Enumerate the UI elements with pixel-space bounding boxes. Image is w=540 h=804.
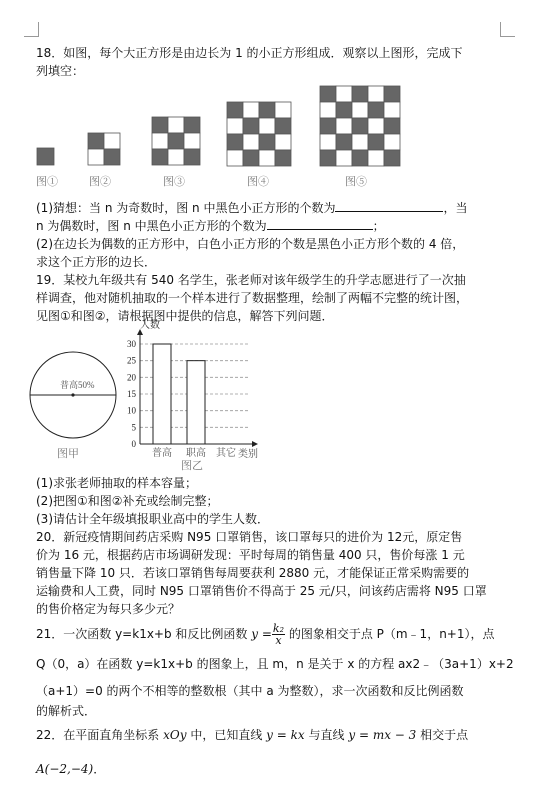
figure-5-cell (352, 134, 368, 150)
q18-part1-text-a: (1)猜想：当 n 为奇数时，图 n 中黑色小正方形的个数为 (36, 201, 336, 215)
q22-coordinate-system: xOy (163, 728, 187, 742)
figure-5-cell (384, 102, 400, 118)
corner-mark-top-left (24, 22, 39, 37)
figure-4-cell (275, 150, 291, 166)
figure-5-cell (384, 86, 400, 102)
figure-5-cell (320, 150, 336, 166)
figure-4-cell (227, 118, 243, 134)
figure-3-cell (184, 149, 200, 165)
q21-line-3: （a+1）=0 的两个不相等的整数根（其中 a 为整数），求一次函数和反比例函数 (36, 684, 464, 698)
figure-5-cell (320, 118, 336, 134)
figure-4-cell (227, 102, 243, 118)
q20-line-3: 销售量下降 10 只．若该口罩销售每周要获利 2880 元，才能保证正常采购需要的 (36, 566, 470, 580)
q22-line-equation-1: y = kx (266, 728, 305, 742)
x-axis-arrow (252, 441, 258, 447)
y-axis-label: 人数 (140, 320, 160, 331)
q21-line-2: Q（0，a）在函数 y=k1x+b 的图象上，且 m，n 是关于 x 的方程 ax2﹣（3a+1）x+2 (36, 657, 514, 671)
figure-5-cell (384, 118, 400, 134)
q19-line-1: 19．某校九年级共有 540 名学生，张老师对该年级学生的升学志愿进行了一次抽 (36, 273, 466, 287)
x-tick-label: 其它 (216, 448, 236, 458)
q22-line-2 (36, 760, 512, 778)
q19-sub-3: (3)请估计全年级填报职业高中的学生人数． (36, 512, 269, 526)
q21-fraction (272, 623, 285, 646)
corner-mark-top-right (500, 22, 515, 37)
figure-5-cell (320, 102, 336, 118)
q19-line-3: 见图①和图②，请根据图中提供的信息，解答下列问题． (36, 309, 334, 323)
figure-4-cell (275, 118, 291, 134)
bar-chart (110, 318, 280, 458)
figure-3-cell (168, 149, 184, 165)
figure-3-cell (184, 133, 200, 149)
figure-3-label: 图③ (163, 176, 185, 188)
q21-line-4: 的解析式． (36, 704, 97, 718)
figure-4-cell (275, 102, 291, 118)
figure-1-cell (37, 148, 54, 165)
x-axis-label: 类别 (238, 449, 258, 458)
figure-2-cell (88, 133, 104, 149)
q18-part1-text-d: ； (372, 219, 385, 233)
q22-text-a: 22．在平面直角坐标系 (36, 728, 160, 742)
q21-line-1 (36, 621, 512, 647)
q22-text-d: 相交于点 (420, 728, 469, 742)
q18-line-1: 18．如图，每个大正方形是由边长为 1 的小正方形组成．观察以上图形，完成下 (36, 46, 463, 60)
figure-5-cell (352, 86, 368, 102)
answer-blank-odd[interactable] (335, 199, 443, 212)
figure-3-cell (184, 117, 200, 133)
y-tick-label: 20 (127, 372, 136, 383)
y-tick-label: 10 (127, 405, 136, 416)
figure-5-cell (336, 86, 352, 102)
figure-3-cell (168, 117, 184, 133)
figure-2-cell (88, 149, 104, 165)
q18-part2-line-1: (2)在边长为偶数的正方形中，白色小正方形的个数是黑色小正方形个数的 4 倍， (36, 237, 465, 251)
figure-5-cell (336, 102, 352, 118)
figure-5-cell (368, 86, 384, 102)
figure-3-cell (152, 133, 168, 149)
figure-5-cell (336, 150, 352, 166)
q21-function-lhs: y = (251, 627, 272, 641)
y-tick-label: 5 (131, 422, 136, 433)
q22-line-equation-2: y = mx − 3 (348, 728, 417, 742)
q19-sub-1: (1)求张老师抽取的样本容量； (36, 476, 197, 490)
q18-line-2: 列填空： (36, 64, 85, 78)
bar-2 (187, 361, 205, 444)
figure-4-cell (275, 134, 291, 150)
y-tick-label: 15 (127, 389, 136, 399)
answer-blank-even[interactable] (267, 217, 373, 230)
figure-3-cell (152, 149, 168, 165)
figure-5-cell (336, 134, 352, 150)
figure-3-cell (152, 117, 168, 133)
figure-2-label: 图② (89, 176, 111, 188)
figure-5-cell (368, 134, 384, 150)
q22-line-1 (36, 726, 512, 744)
q20-line-2: 价为 16 元，根据药店市场调研发现：平时每周的销售量 400 只，售价每涨 1 元 (36, 548, 465, 562)
q18-part1-text-c: n 为偶数时，图 n 中黑色小正方形的个数为 (36, 219, 267, 233)
figure-2-cell (104, 133, 120, 149)
q21-text-a: 21．一次函数 y=k1x+b 和反比例函数 (36, 627, 248, 641)
pie-label-general-high: 普高50% (60, 380, 95, 390)
pie-caption: 图甲 (57, 448, 79, 460)
figure-5-cell (384, 150, 400, 166)
q20-line-5: 的售价格定为每只多少元？ (36, 602, 181, 616)
figure-4-cell (243, 118, 259, 134)
figure-5-cell (320, 134, 336, 150)
q22-point-a: A(−2,−4) (36, 762, 94, 776)
q19-sub-2: (2)把图①和图②补充或绘制完整； (36, 494, 219, 508)
q18-part1-text-b: ，当 (443, 201, 468, 215)
pie-center-dot (71, 393, 74, 396)
q18-part1-line-1 (36, 199, 512, 217)
figure-4-cell (227, 150, 243, 166)
y-tick-label: 30 (127, 339, 136, 349)
bar-1 (153, 344, 171, 444)
figure-5-cell (368, 118, 384, 134)
figure-4-cell (259, 118, 275, 134)
q18-pattern-figures (0, 80, 540, 195)
q21-fraction-numerator: k₂ (272, 622, 284, 635)
figure-4-cell (259, 134, 275, 150)
q22-text-c: 与直线 (308, 728, 345, 742)
q21-text-b: 的图象相交于点 P（m﹣1，n+1），点 (288, 627, 495, 641)
y-tick-label: 0 (131, 439, 136, 449)
figure-5-cell (352, 150, 368, 166)
q22-text-b: 中，已知直线 (190, 728, 263, 742)
figure-4-cell (259, 102, 275, 118)
figure-4-cell (259, 150, 275, 166)
q20-line-4: 运输费和人工费，同时 N95 口罩销售价不得高于 25 元/只，问该药店需将 N95 口罩 (36, 584, 487, 598)
figure-5-cell (368, 102, 384, 118)
q22-text-e: ． (93, 762, 106, 776)
figure-5-cell (352, 102, 368, 118)
x-tick-label: 职高 (186, 448, 206, 458)
q18-part1-line-2 (36, 217, 512, 235)
figure-5-cell (368, 150, 384, 166)
figure-4-cell (243, 102, 259, 118)
q21-fraction-denominator: x (275, 634, 282, 647)
figure-1-label: 图① (36, 176, 58, 188)
y-tick-label: 25 (127, 355, 136, 366)
figure-4-cell (243, 150, 259, 166)
figure-5-cell (352, 118, 368, 134)
figure-5-label: 图⑤ (345, 176, 367, 188)
figure-3-cell (168, 133, 184, 149)
figure-4-label: 图④ (247, 176, 269, 188)
figure-2-cell (104, 149, 120, 165)
q20-line-1: 20．新冠疫情期间药店采购 N95 口罩销售，该口罩每只的进价为 12元，原定售 (36, 530, 463, 544)
bar-caption: 图乙 (181, 460, 203, 472)
x-tick-label: 普高 (152, 448, 172, 458)
figure-5-cell (320, 86, 336, 102)
figure-4-cell (227, 134, 243, 150)
q19-line-2: 样调查，他对随机抽取的一个样本进行了数据整理，绘制了两幅不完整的统计图， (36, 291, 469, 305)
figure-5-cell (384, 134, 400, 150)
figure-4-cell (243, 134, 259, 150)
figure-5-cell (336, 118, 352, 134)
q18-part2-line-2: 求这个正方形的边长． (36, 255, 157, 269)
